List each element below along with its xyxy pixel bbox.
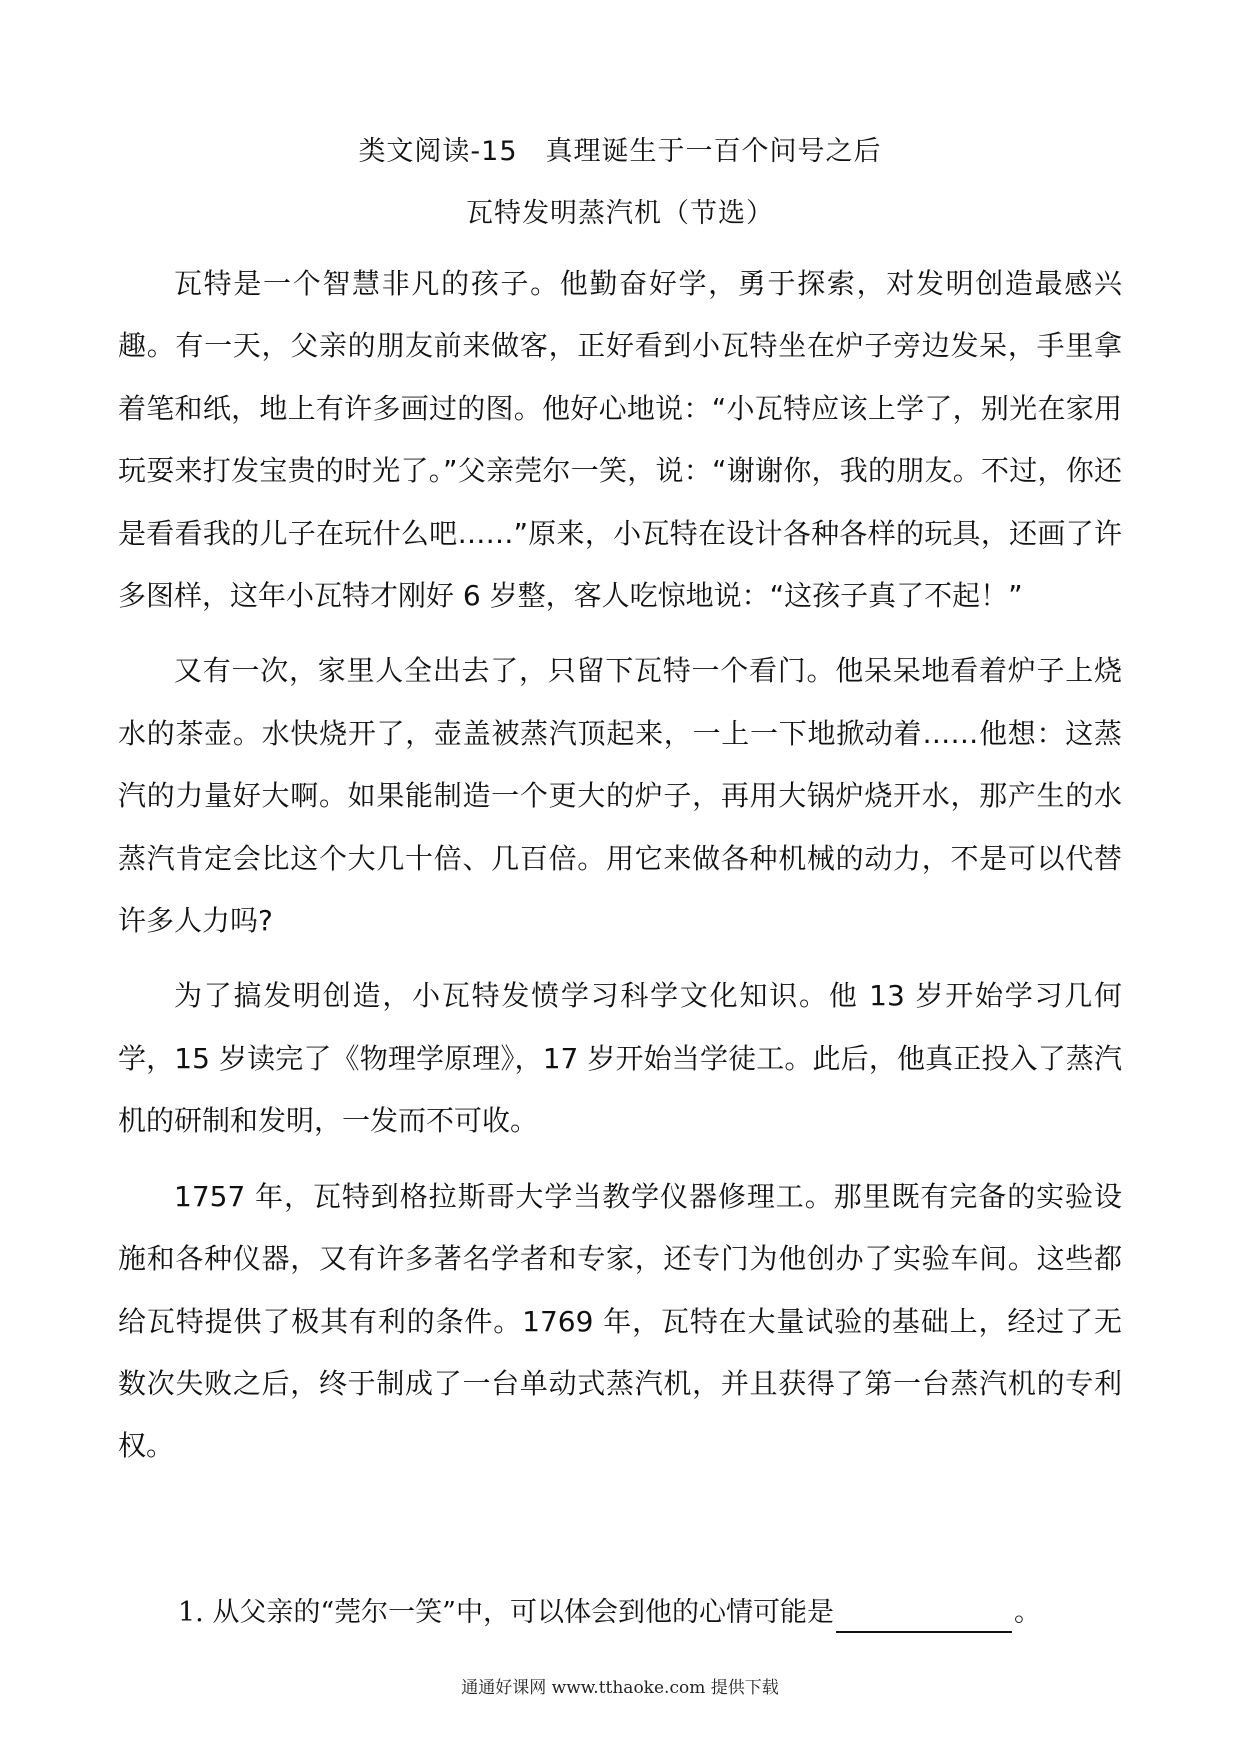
paragraph-1: 瓦特是一个智慧非凡的孩子。他勤奋好学，勇于探索，对发明创造最感兴趣。有一天，父亲的朋友前来做客，正好看到小瓦特坐在炉子旁边发呆，手里拿着笔和纸，地上有许多画过的图。他好心地说：“小瓦特应该上学了，别光在家用玩耍来打发宝贵的时光了。”父亲莞尔一笑，说：“谢谢你，我的朋友。不过，你还是看看我的儿子在玩什么吧……”原来，小瓦特在设计各种各样的玩具，还画了许多图样，这年小瓦特才刚好 6 岁整，客人吃惊地说：“这孩子真了不起！” [118,267,1122,613]
article-body [118,253,1122,1491]
article-subtitle: 瓦特发明蒸汽机（节选） [466,198,774,229]
answer-blank[interactable] [836,1601,1012,1633]
question-1-text: 1. 从父亲的“莞尔一笑”中，可以体会到他的心情可能是 [178,1597,834,1628]
page-title: 类文阅读-15 真理诞生于一百个问号之后 [358,136,882,167]
question-1-end: 。 [1013,1597,1041,1628]
paragraph-3: 为了搞发明创造，小瓦特发愤学习科学文化知识。他 13 岁开始学习几何学，15 岁读完了《物理学原理》，17 岁开始当学徒工。此后，他真正投入了蒸汽机的研制和发明，一发而不可收。 [118,979,1122,1138]
paragraph-2: 又有一次，家里人全出去了，只留下瓦特一个看门。他呆呆地看着炉子上烧水的茶壶。水快烧开了，壶盖被蒸汽顶起来，一上一下地掀动着……他想：这蒸汽的力量好大啊。如果能制造一个更大的炉子，再用大锅炉烧开水，那产生的水蒸汽肯定会比这个大几十倍、几百倍。用它来做各种机械的动力，不是可以代替许多人力吗? [118,654,1122,938]
footer-source: 通通好课网 www.tthaoke.com 提供下载 [461,1678,779,1698]
question-1 [178,1593,1122,1633]
paragraph-4: 1757 年，瓦特到格拉斯哥大学当教学仪器修理工。那里既有完备的实验设施和各种仪器，又有许多著名学者和专家，还专门为他创办了实验车间。这些都给瓦特提供了极其有利的条件。1769 年，瓦特在大量试验的基础上，经过了无数次失败之后，终于制成了一台单动式蒸汽机，并且获得了第一台蒸汽机的专利权。 [118,1179,1122,1463]
